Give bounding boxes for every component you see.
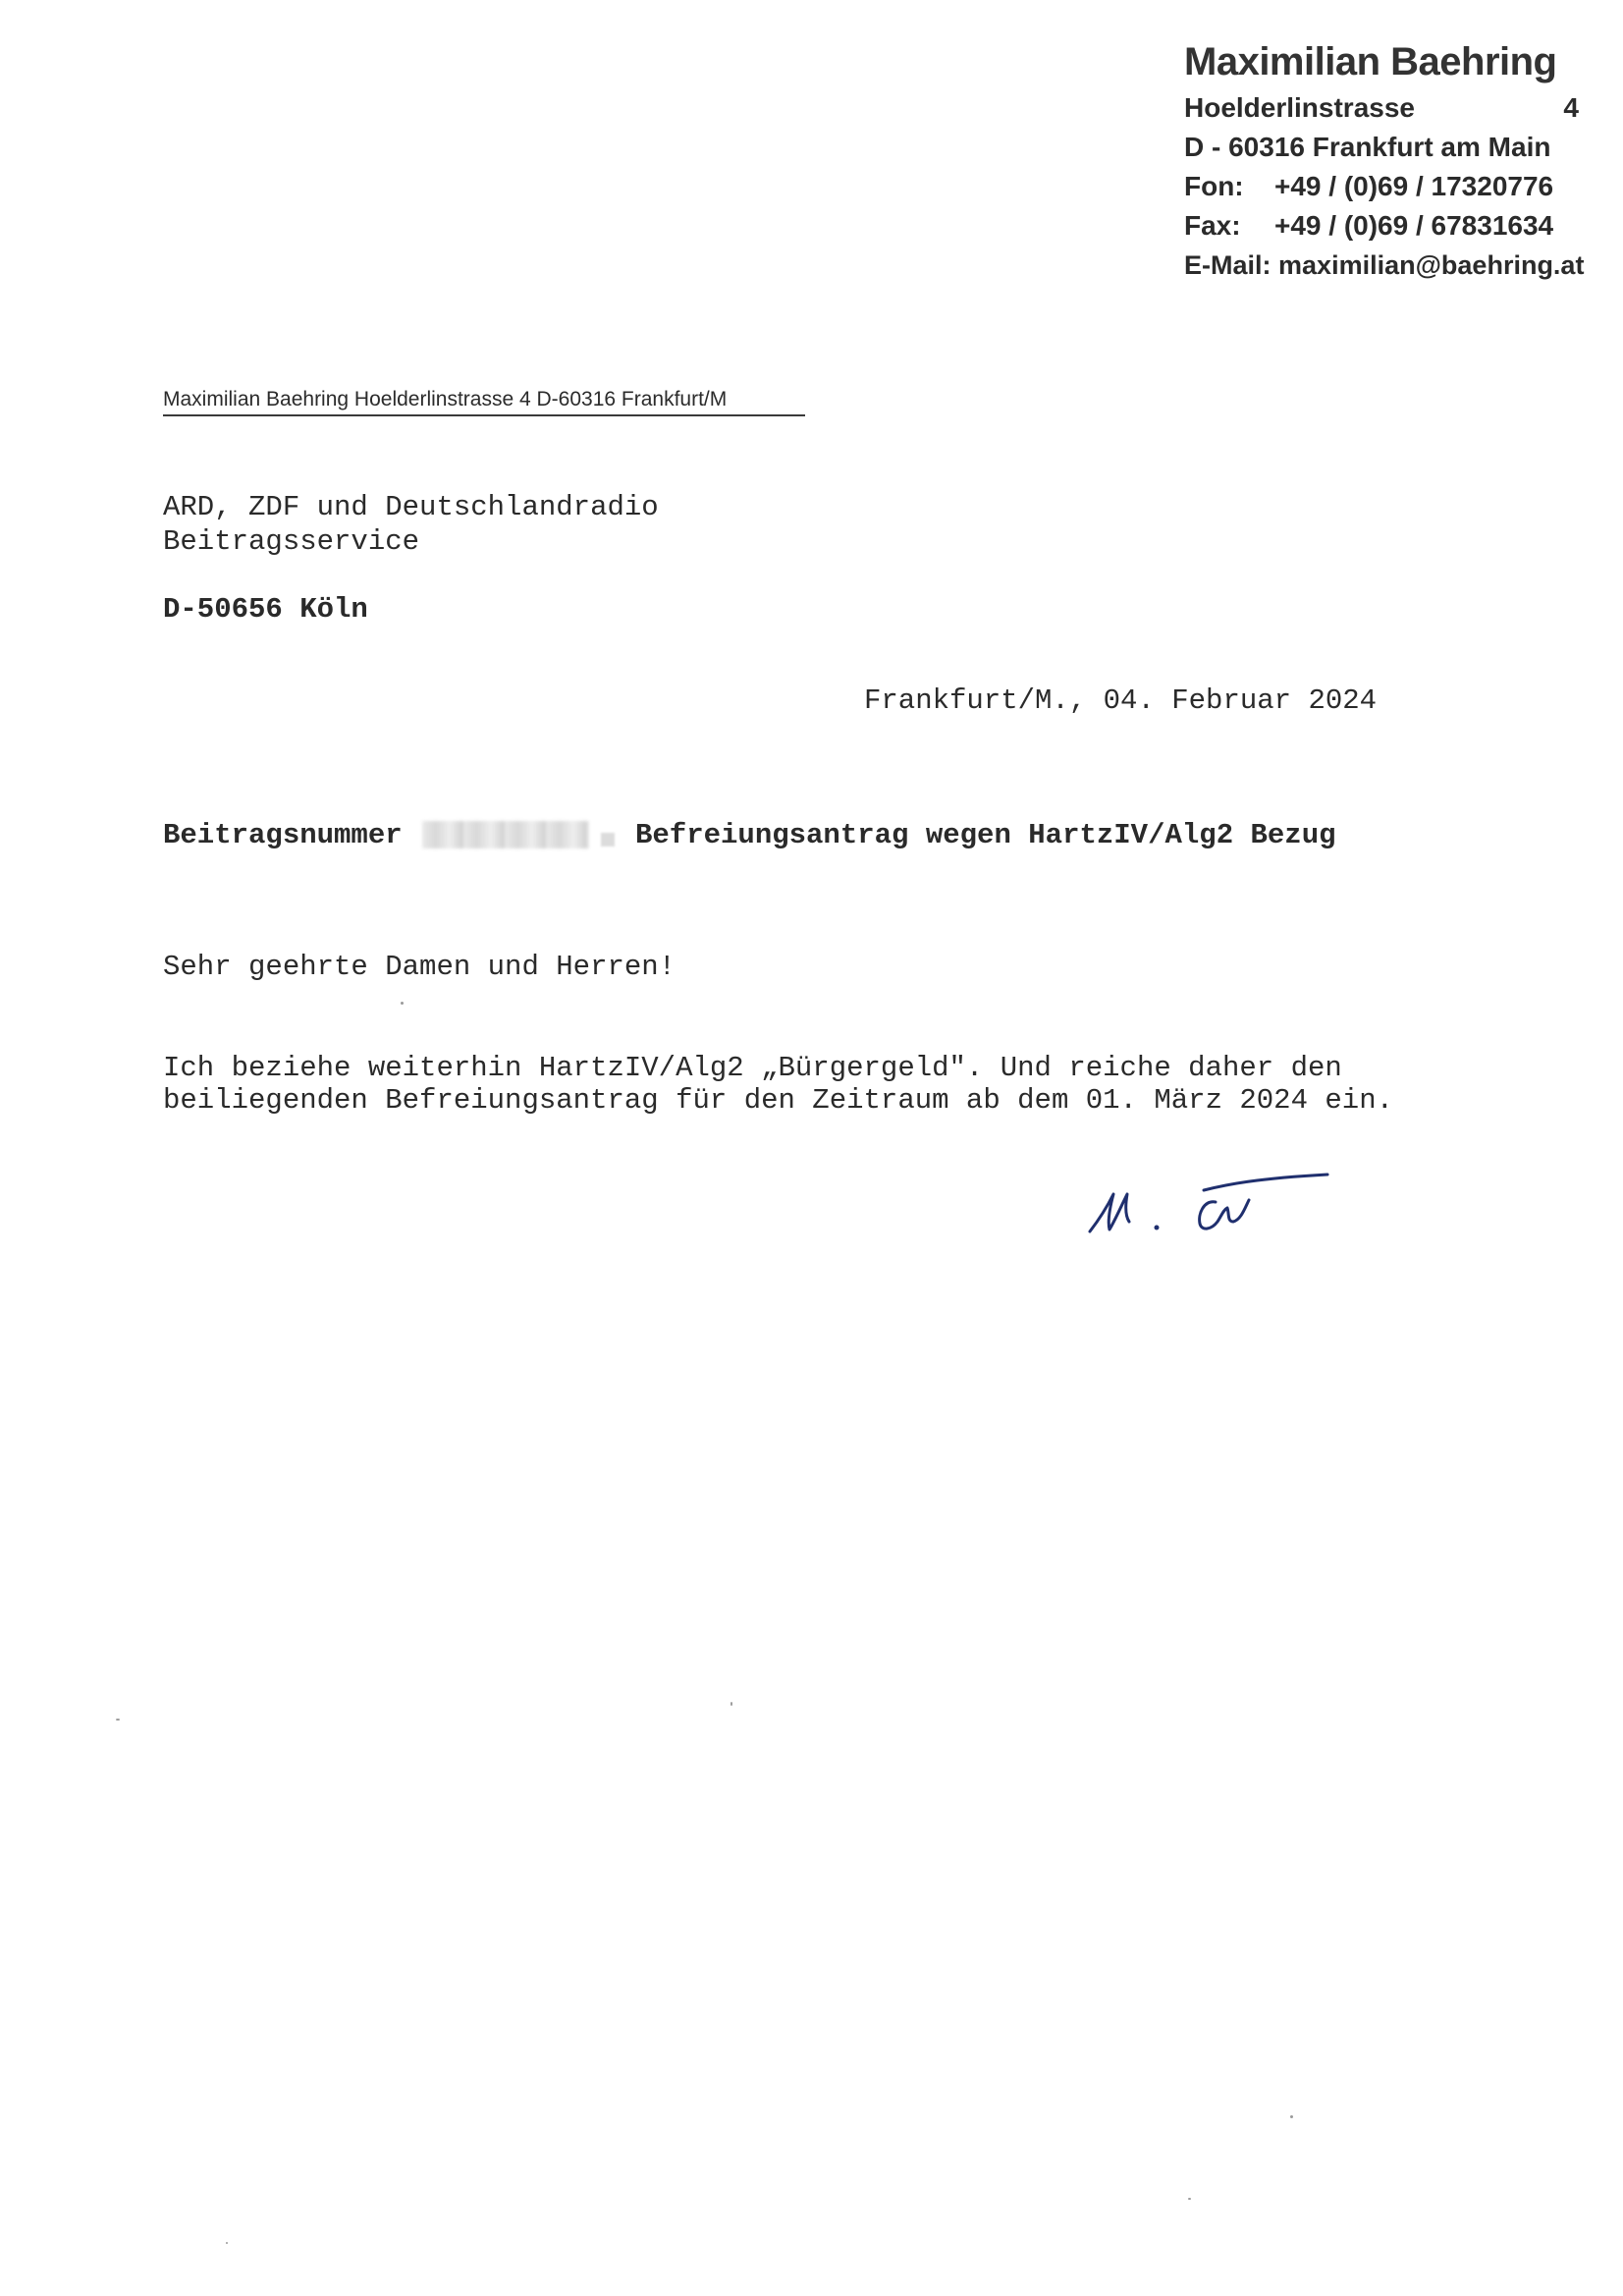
sender-name: Maximilian Baehring (1184, 40, 1557, 83)
sender-house-number: 4 (1563, 92, 1579, 123)
scan-speck (116, 1719, 120, 1721)
recipient-line-1: ARD, ZDF und Deutschlandradio (163, 491, 659, 523)
sender-phone: +49 / (0)69 / 17320776 (1274, 171, 1554, 201)
redacted-mark (601, 833, 615, 847)
email-label: E-Mail: (1184, 250, 1271, 280)
body-line-2: beiliegenden Befreiungsantrag für den Zeitraum ab dem 01. März 2024 ein. (163, 1084, 1394, 1117)
scan-speck (401, 1002, 404, 1005)
fax-label: Fax: (1184, 210, 1241, 241)
sender-city: D - 60316 Frankfurt am Main (1184, 132, 1551, 162)
sender-fax-row (1184, 206, 1587, 246)
sender-email-row (1184, 246, 1587, 285)
subject-label: Beitragsnummer (163, 819, 403, 851)
subject-text: Befreiungsantrag wegen HartzIV/Alg2 Bezug (635, 819, 1336, 851)
body-line-1: Ich beziehe weiterhin HartzIV/Alg2 „Bürgergeld". Und reiche daher den (163, 1052, 1342, 1084)
phone-label: Fon: (1184, 171, 1244, 201)
scan-speck (730, 1702, 732, 1706)
scan-speck (1290, 2115, 1293, 2118)
sender-fax: +49 / (0)69 / 67831634 (1274, 210, 1554, 241)
sender-street-row (1184, 88, 1587, 128)
letter-date: Frankfurt/M., 04. Februar 2024 (864, 684, 1378, 717)
sender-street: Hoelderlinstrasse (1184, 92, 1415, 123)
handwritten-signature (1080, 1165, 1335, 1253)
redacted-contribution-number (422, 821, 589, 848)
sender-email: maximilian@baehring.at (1278, 250, 1585, 280)
letterhead (1184, 35, 1587, 285)
recipient-city: D-50656 Köln (163, 593, 368, 626)
return-address-line: Maximilian Baehring Hoelderlinstrasse 4 D-60316 Frankfurt/M (163, 385, 805, 416)
scan-speck (226, 2242, 228, 2244)
scan-speck (1188, 2198, 1191, 2200)
salutation: Sehr geehrte Damen und Herren! (163, 951, 676, 983)
recipient-line-2: Beitragsservice (163, 525, 420, 558)
sender-phone-row (1184, 167, 1587, 206)
